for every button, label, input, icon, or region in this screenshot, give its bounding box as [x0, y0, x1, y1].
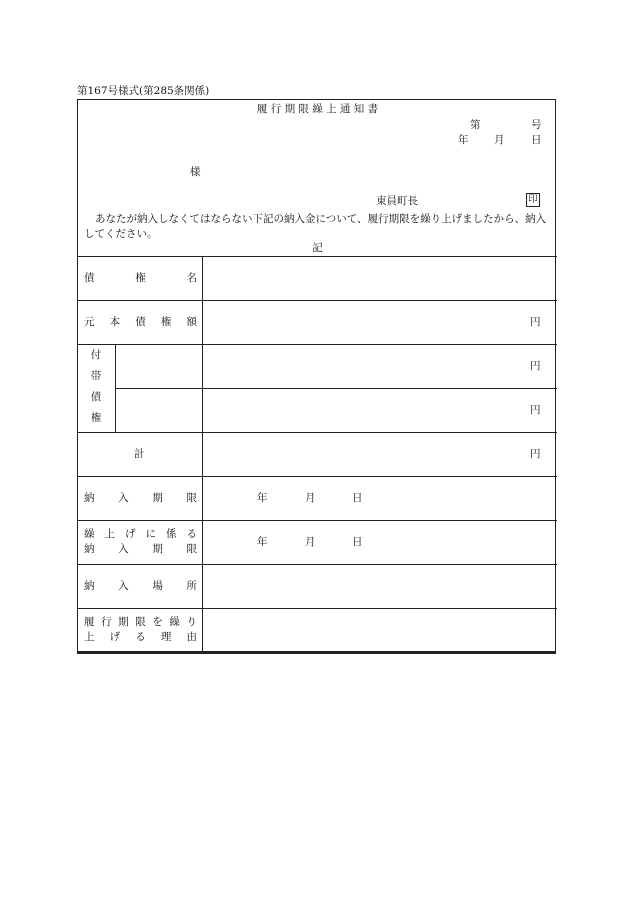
label-char: る: [135, 631, 146, 643]
label-char: 限: [135, 616, 146, 628]
label-char: 上: [104, 528, 115, 540]
label-char: 納: [84, 543, 95, 555]
accelerated-label-line2: [84, 544, 197, 555]
header-year-unit: 年: [458, 134, 469, 146]
header-month-unit: 月: [494, 134, 505, 146]
seal-mark: 印: [526, 193, 540, 207]
label-char: 係: [166, 528, 177, 540]
row-divider: [78, 256, 557, 257]
label-char: 行: [101, 616, 112, 628]
reason-label-line1: [84, 617, 197, 628]
label-char: 帯: [90, 370, 102, 382]
issuer-name: 東員町長: [376, 195, 418, 207]
incidental-2-yen: 円: [530, 404, 541, 416]
label-char: 額: [186, 316, 197, 328]
label-char: 債: [90, 391, 102, 403]
row-divider: [115, 388, 557, 389]
incidental-label: [90, 345, 102, 429]
incidental-1-yen: 円: [530, 360, 541, 372]
label-char: 入: [118, 543, 129, 555]
number-suffix: 号: [531, 119, 542, 131]
label-char: 場: [152, 580, 163, 592]
label-char: 名: [186, 272, 197, 284]
label-char: 繰: [169, 616, 180, 628]
label-char: に: [145, 528, 156, 540]
label-char: 限: [186, 543, 197, 555]
header-day-unit: 日: [531, 134, 542, 146]
label-char: 債: [135, 316, 146, 328]
total-label: 計: [134, 448, 145, 460]
accelerated-label-line1: [84, 529, 197, 540]
claim-name-label: [84, 273, 197, 284]
number-prefix: 第: [470, 119, 481, 131]
label-char: 入: [118, 580, 129, 592]
deadline-year-unit: 年: [257, 492, 268, 504]
principal-yen: 円: [530, 316, 541, 328]
label-char: 理: [160, 631, 172, 643]
accelerated-year-unit: 年: [257, 536, 268, 548]
label-char: 権: [135, 272, 146, 284]
accelerated-day-unit: 日: [352, 536, 363, 548]
label-char: 債: [84, 272, 95, 284]
row-divider: [78, 564, 557, 565]
label-char: 期: [152, 543, 163, 555]
column-divider: [115, 344, 116, 432]
form-number: 第167号様式(第285条関係): [77, 85, 210, 97]
row-divider: [78, 300, 557, 301]
deadline-day-unit: 日: [352, 492, 363, 504]
label-char: 納: [84, 580, 95, 592]
notice-form: [77, 99, 556, 654]
reason-label-line2: [84, 632, 197, 643]
label-char: る: [186, 528, 197, 540]
label-char: 履: [84, 616, 95, 628]
label-char: 限: [186, 492, 197, 504]
label-char: 上: [84, 631, 95, 643]
row-divider: [78, 432, 557, 433]
label-char: 所: [186, 580, 197, 592]
notice-body-text: あなたが納入しなくてはならない下記の納入金について、履行期限を繰り上げましたから、納入してください。: [84, 213, 547, 240]
label-char: 期: [152, 492, 163, 504]
row-divider: [78, 520, 557, 521]
label-char: げ: [109, 631, 121, 643]
place-label: [84, 581, 197, 592]
row-divider: [78, 476, 557, 477]
deadline-label: [84, 493, 197, 504]
label-char: 繰: [84, 528, 95, 540]
document-title: 履 行 期 限 繰 上 通 知 書: [256, 103, 379, 115]
label-char: 権: [90, 412, 102, 424]
label-char: げ: [125, 528, 136, 540]
row-divider: [78, 344, 557, 345]
label-char: 元: [84, 316, 95, 328]
label-char: 付: [90, 349, 102, 361]
label-char: 由: [186, 631, 197, 643]
label-char: を: [152, 616, 163, 628]
column-divider: [202, 256, 203, 652]
label-char: 本: [109, 316, 121, 328]
notice-body: [84, 212, 552, 242]
label-char: 入: [118, 492, 129, 504]
row-divider: [78, 608, 557, 609]
accelerated-month-unit: 月: [305, 536, 316, 548]
label-char: 期: [118, 616, 129, 628]
label-char: り: [186, 616, 197, 628]
deadline-month-unit: 月: [305, 492, 316, 504]
total-yen: 円: [530, 448, 541, 460]
label-char: 納: [84, 492, 95, 504]
ki-heading: 記: [312, 242, 323, 254]
label-char: 権: [160, 316, 172, 328]
principal-label: [84, 317, 197, 328]
addressee-honorific: 様: [190, 166, 201, 178]
